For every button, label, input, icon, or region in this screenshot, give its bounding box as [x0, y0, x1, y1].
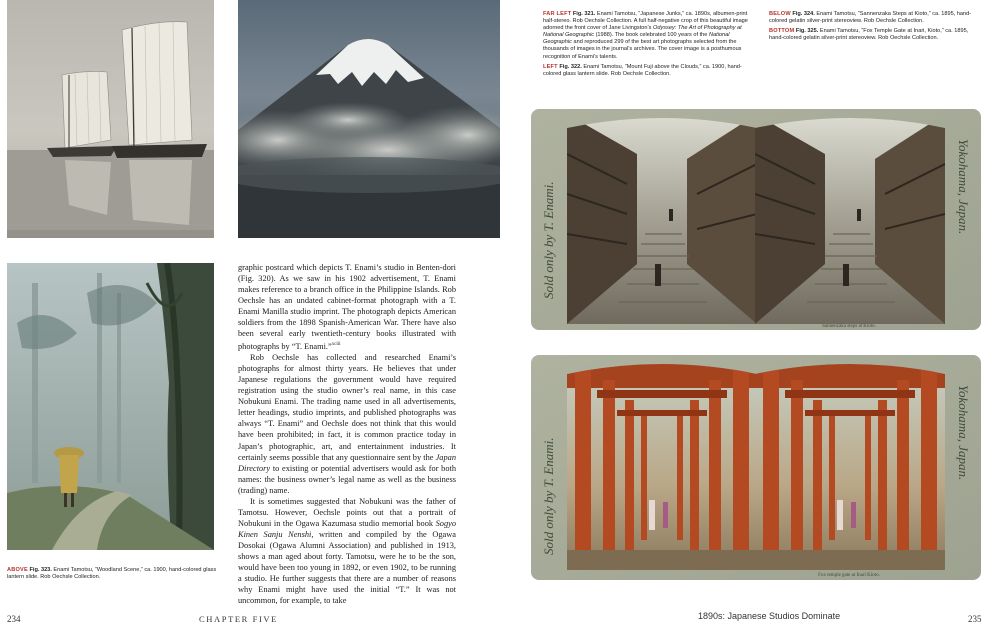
italic-title: Sogyo Kinen Sanju Nenshi	[238, 518, 456, 539]
running-head-left: CHAPTER FIVE	[199, 614, 278, 624]
caption-fig-323	[7, 567, 217, 581]
caption-fig-324	[769, 11, 974, 25]
stereo-side-text-left: Sold only by T. Enami.	[541, 437, 556, 555]
caption-text: and reproduced 299 of the best art photographs selected from the thousands of images in the journal’s archives. The cover image is a posthumous recognition of Enami’s talents.	[543, 39, 742, 60]
captions-column-2	[769, 11, 974, 45]
caption-fig-321	[543, 11, 748, 61]
caption-italic: Odyssey: The Art of Photography at National Geographic	[543, 25, 742, 39]
caption-text: Enami Tamotsu, “Mount Fuji above the Clouds,” ca. 1900, hand-colored glass lantern slide. Rob Oechsle Collection.	[543, 63, 742, 77]
caption-fig-number: Fig. 322.	[559, 63, 582, 70]
paragraph	[238, 262, 456, 352]
running-head-right: 1890s: Japanese Studios Dominate	[698, 611, 841, 621]
paragraph-text: Rob Oechsle has collected and researched Enami’s photographs for almost thirty years. He believes that under Japanese regulations the government would have required registration using the studio owner’s real name, in this case Nobukuni Enami. The trading name used in all advertisements, letter headings, studio imprints, and published photographs was always “T. Enami” and Oechsle does not think that this would have been prohibited; in fact, it is common practice today in Japan’s photographic, art, and entertainment industries. It certainly seems possible that any questionnaire sent by the	[238, 353, 456, 462]
photo-mount-fuji	[238, 0, 500, 238]
folio-right: 235	[968, 614, 982, 624]
paragraph	[238, 496, 456, 606]
footnote-marker: xciii	[331, 342, 341, 348]
folio-left: 234	[7, 614, 21, 624]
caption-label: BELOW	[769, 11, 791, 17]
caption-text: Enami Tamotsu, “Sannenzaka Steps at Kioto,” ca. 1895, hand-colored gelatin silver-print stereoview. Rob Oechsle Collection.	[769, 11, 972, 25]
caption-text: Enami Tamotsu, “Japanese Junks,” ca. 1890s, albumen-print half-stereo. Rob Oechsle Collection. A full half-negative crop of this beautiful image adorned the front cover of Jane Livingston’s	[543, 11, 748, 32]
paragraph-text: It is sometimes suggested that Nobukuni was the father of Tamotsu. However, Oechsle points out that a portrait of Nobukuni in the Ogawa Kazumasa studio memorial book	[238, 496, 456, 528]
stereoview-sannenzaka-steps	[531, 109, 981, 330]
stereo-side-text-left: Sold only by T. Enami.	[541, 181, 556, 299]
caption-text: Enami Tamotsu, “Fox Temple Gate at Inari, Kioto,” ca. 1895, hand-colored gelatin silver-print stereoview. Rob Oechsle Collection.	[769, 28, 969, 42]
stereo-title: Sannenzaka steps at Kioto.	[822, 324, 876, 329]
caption-label: BOTTOM	[769, 28, 795, 35]
caption-label: ABOVE	[7, 567, 28, 573]
stereo-side-text-right: Yokohama, Japan.	[956, 385, 971, 481]
caption-text: (1988). The book celebrated 100 years of the	[595, 32, 708, 39]
right-page	[500, 0, 1000, 641]
captions-column-1	[543, 11, 748, 81]
caption-italic: National Geographic	[543, 32, 730, 46]
caption-fig-number: Fig. 323.	[29, 567, 52, 573]
paragraph-text: graphic postcard which depicts T. Enami’s studio in Benten-dori (Fig. 320). As we saw in his 1902 advertisement, T. Enami makes reference to a branch office in the Philippine Islands. Rob Oechsle has an undated cabinet-format photograph with a T. Enami Manilla studio imprint. The photograph depicts American soldiers from the 1898 Spanish-American War. There have also been several early twentieth-century books illustrated with photographs by “T. Enami.”	[238, 263, 456, 352]
paragraph-text: , written and compiled by the Ogawa Dosokai (Ogawa Alumni Association) and published in 1913, shows a man aged about forty. Tamotsu, were he to be the son, would have been too young in 1892, or even 1902, to be running a studio. He further suggests that there are a number of reasons why Enami might have used the initial “T.” It was not uncommon, for example, to take	[238, 529, 456, 606]
photo-woodland-scene	[7, 263, 214, 550]
body-text	[238, 262, 456, 606]
caption-label: FAR LEFT	[543, 11, 572, 17]
caption-fig-number: Fig. 321.	[572, 11, 596, 17]
italic-title: Japan Directory	[238, 452, 456, 473]
caption-fig-number: Fig. 324.	[792, 11, 815, 17]
paragraph-text: to existing or potential advertisers would ask for both names: the business owner’s legal name as well as the business (trading) name.	[238, 463, 456, 495]
caption-fig-322	[543, 64, 748, 78]
stereo-title: Fox temple gate at Inari Kioto.	[818, 573, 880, 578]
stereoview-fox-temple-gate	[531, 355, 981, 580]
caption-label: LEFT	[543, 63, 558, 70]
photo-japanese-junks	[7, 0, 214, 238]
caption-fig-325	[769, 28, 974, 42]
stereo-side-text-right: Yokohama, Japan.	[956, 139, 971, 235]
paragraph	[238, 352, 456, 496]
caption-fig-number: Fig. 325.	[795, 28, 819, 35]
caption-text: Enami Tamotsu, “Woodland Scene,” ca. 1900, hand-colored glass lantern slide. Rob Oechsle Collection.	[7, 567, 217, 581]
